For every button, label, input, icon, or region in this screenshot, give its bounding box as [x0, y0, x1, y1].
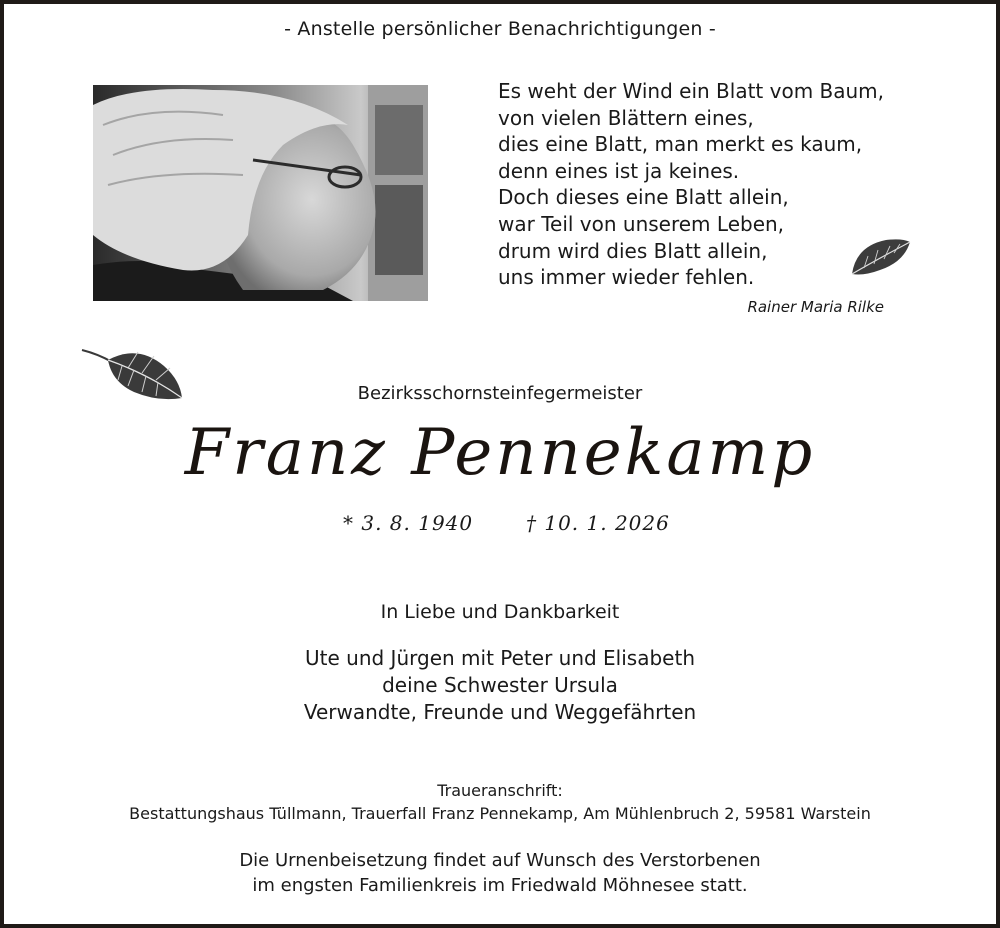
mourners-list	[4, 645, 996, 726]
leaf-icon	[846, 226, 916, 282]
mourner-line: Ute und Jürgen mit Peter und Elisabeth	[305, 646, 695, 670]
address-label: Traueranschrift:	[437, 781, 563, 800]
poem-line: dies eine Blatt, man merkt es kaum,	[498, 132, 863, 157]
death-date: † 10. 1. 2026	[526, 511, 670, 535]
life-dates	[4, 511, 996, 541]
burial-line: im engsten Familienkreis im Friedwald Möhnesee statt.	[252, 875, 748, 896]
notice-header: - Anstelle persönlicher Benachrichtigungen -	[284, 18, 716, 40]
burial-line: Die Urnenbeisetzung findet auf Wunsch des Verstorbenen	[239, 850, 761, 871]
address-text: Bestattungshaus Tüllmann, Trauerfall Franz Pennekamp, Am Mühlenbruch 2, 59581 Warstein	[129, 804, 871, 823]
poem-author: Rainer Maria Rilke	[747, 298, 884, 316]
poem	[498, 78, 884, 291]
poem-line: Es weht der Wind ein Blatt vom Baum,	[498, 79, 885, 103]
profession-title: Bezirksschornsteinfegermeister	[357, 383, 643, 404]
mourner-line: deine Schwester Ursula	[382, 673, 618, 697]
poem-line: Doch dieses eine Blatt allein,	[498, 185, 789, 210]
mourner-line: Verwandte, Freunde und Weggefährten	[303, 700, 697, 724]
burial-note	[4, 848, 996, 898]
portrait-photo	[93, 85, 428, 301]
poem-line: von vielen Blättern eines,	[498, 105, 754, 130]
poem-line: war Teil von unserem Leben,	[498, 211, 785, 236]
mourners-intro: In Liebe und Dankbarkeit	[380, 601, 620, 623]
deceased-name: Franz Pennekamp	[184, 416, 816, 490]
poem-line: denn eines ist ja keines.	[498, 158, 740, 183]
poem-line: uns immer wieder fehlen.	[498, 265, 755, 290]
birth-date: * 3. 8. 1940	[343, 511, 474, 535]
poem-line: drum wird dies Blatt allein,	[498, 238, 768, 263]
